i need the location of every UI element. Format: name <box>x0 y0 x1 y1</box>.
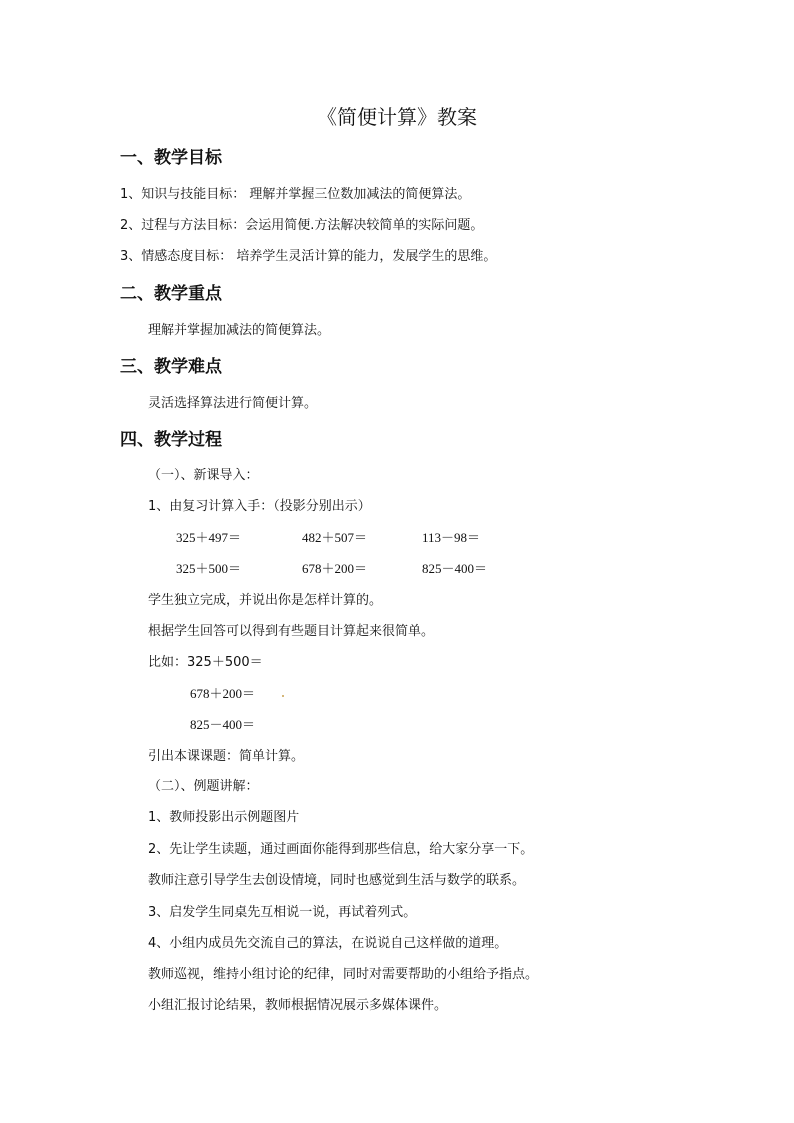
process-item: 1、教师投影出示例题图片 <box>148 810 300 825</box>
calc-expression: 678＋200＝ <box>302 561 368 576</box>
calc-expression: 325＋500＝ <box>176 561 242 576</box>
key-point-text: 理解并掌握加减法的简便算法。 <box>148 323 331 338</box>
process-item: 教师注意引导学生去创设情境，同时也感觉到生活与数学的联系。 <box>148 873 526 888</box>
process-item: 4、小组内成员先交流自己的算法，在说说自己这样做的道理。 <box>148 936 508 951</box>
calc-expression: 825－400＝ <box>190 717 256 732</box>
document-title: 《简便计算》教案 <box>317 105 477 129</box>
process-step: 1、由复习计算入手：（投影分别出示） <box>148 499 371 514</box>
calc-expression: 113－98＝ <box>422 530 481 545</box>
process-item: 2、先让学生读题，通过画面你能得到那些信息，给大家分享一下。 <box>148 842 534 857</box>
process-item: 3、启发学生同桌先互相说一说，再试着列式。 <box>148 905 417 920</box>
process-text: 学生独立完成，并说出你是怎样计算的。 <box>148 593 383 608</box>
process-item: 教师巡视，维持小组讨论的纪律，同时对需要帮助的小组给予指点。 <box>148 967 539 982</box>
stray-mark <box>282 695 284 697</box>
calc-expression: 825－400＝ <box>422 561 488 576</box>
process-text: 根据学生回答可以得到有些题目计算起来很简单。 <box>148 624 435 639</box>
objective-item: 2、过程与方法目标：会运用简便.方法解决较简单的实际问题。 <box>120 218 484 233</box>
calc-expression: 482＋507＝ <box>302 530 368 545</box>
section-heading-process: 四、教学过程 <box>120 430 222 450</box>
objective-item: 3、情感态度目标： 培养学生灵活计算的能力，发展学生的思维。 <box>120 249 497 264</box>
objective-item: 1、知识与技能目标： 理解并掌握三位数加减法的简便算法。 <box>120 187 471 202</box>
section-heading-key-point: 二、教学重点 <box>120 284 222 304</box>
subsection-heading: （二）、例题讲解： <box>148 779 259 794</box>
process-text: 引出本课课题：简单计算。 <box>148 749 305 764</box>
calc-expression: 325＋497＝ <box>176 530 242 545</box>
section-heading-objectives: 一、教学目标 <box>120 148 222 168</box>
example-label: 比如：325＋500＝ <box>148 655 263 670</box>
calc-expression: 678＋200＝ <box>190 686 256 701</box>
subsection-heading: （一）、新课导入： <box>148 468 259 483</box>
section-heading-difficulty: 三、教学难点 <box>120 357 222 377</box>
process-item: 小组汇报讨论结果，教师根据情况展示多媒体课件。 <box>148 998 448 1013</box>
difficulty-text: 灵活选择算法进行简便计算。 <box>148 396 318 411</box>
